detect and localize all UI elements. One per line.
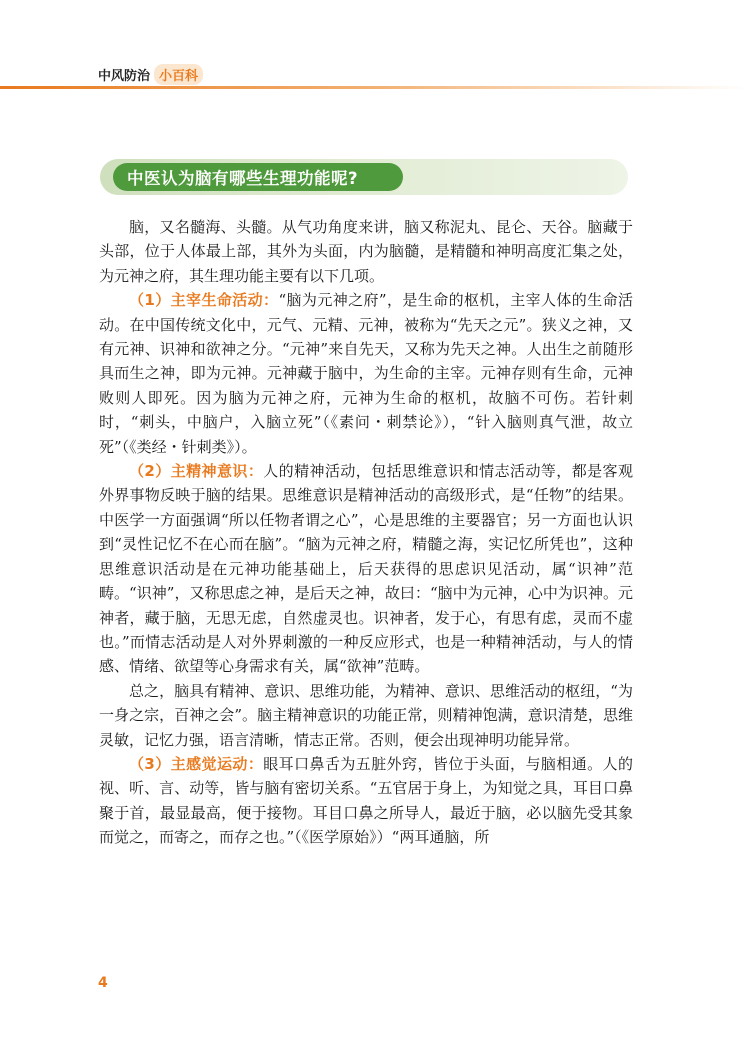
paragraph-text: “脑为元神之府”，是生命的枢机，主宰人体的生命活动。在中国传统文化中，元气、元精、元神，被称为“先天之元”。狭义之神，又有元神、识神和欲神之分。“元神”来自先天，又称为先天之神。人出生之前随形具而生之神，即为元神。元神藏于脑中，为生命的主宰。元神存则有生命，元神败则人即死。因为脑为元神之府，元神为生命的枢机，故脑不可伤。若针刺时，“刺头，中脑户，入脑立死”（《素问・刺禁论》），“针入脑则真气泄，故立死”（《类经・针刺类》）。 <box>99 291 633 456</box>
body-text <box>99 215 633 850</box>
paragraph-text: 人的精神活动，包括思维意识和情志活动等，都是客观外界事物反映于脑的结果。思维意识是精神活动的高级形式，是“任物”的结果。中医学一方面强调“所以任物者谓之心”，心是思维的主要器官；另一方面也认识到“灵性记忆不在心而在脑”。“脑为元神之府，精髓之海，实记忆所凭也”，这种思维意识活动是在元神功能基础上，后天获得的思虑识见活动，属“识神”范畴。“识神”，又称思虑之神，是后天之神，故曰：“脑中为元神，心中为识神。元神者，藏于脑，无思无虑，自然虚灵也。识神者，发于心，有思有虑，灵而不虚也。”而情志活动是人对外界刺激的一种反应形式，也是一种精神活动，与人的情感、情绪、欲望等心身需求有关，属“欲神”范畴。 <box>99 462 633 676</box>
paragraph-life-activity <box>99 288 633 459</box>
header-rule <box>0 86 748 89</box>
paragraph-text: 脑，又名髓海、头髓。从气功角度来讲，脑又称泥丸、昆仑、天谷。脑藏于头部，位于人体最上部，其外为头面，内为脑髓，是精髓和神明高度汇集之处，为元神之府，其生理功能主要有以下几项。 <box>99 218 633 285</box>
paragraph-text: 眼耳口鼻舌为五脏外窍，皆位于头面，与脑相通。人的视、听、言、动等，皆与脑有密切关系。“五官居于身上，为知觉之具，耳目口鼻聚于首，最显最高，便于接物。耳目口鼻之所导人，最近于脑，必以脑先受其象而觉之，而寄之，而存之也。”（《医学原始》）“两耳通脑，所 <box>99 754 633 847</box>
page-number: 4 <box>98 975 108 991</box>
book-title-badge: 小百科 <box>154 64 203 85</box>
running-header <box>98 64 203 85</box>
paragraph-text: 总之，脑具有精神、意识、思维功能，为精神、意识、思维活动的枢纽，“为一身之宗，百神之会”。脑主精神意识的功能正常，则精神饱满，意识清楚，思维灵敏，记忆力强，语言清晰，情志正常。否则，便会出现神明功能异常。 <box>99 681 633 749</box>
paragraph-summary <box>99 679 633 752</box>
section-title-pill <box>113 163 403 191</box>
paragraph-intro <box>99 215 633 288</box>
paragraph-sensation-movement <box>99 752 633 850</box>
paragraph-mental-consciousness <box>99 459 633 679</box>
paragraph-lead: （3）主感觉运动： <box>129 754 264 773</box>
book-title: 中风防治 <box>98 69 151 84</box>
paragraph-lead: （1）主宰生命活动： <box>129 291 279 310</box>
section-title: 中医认为脑有哪些生理功能呢? <box>127 169 359 188</box>
paragraph-lead: （2）主精神意识： <box>129 462 264 481</box>
